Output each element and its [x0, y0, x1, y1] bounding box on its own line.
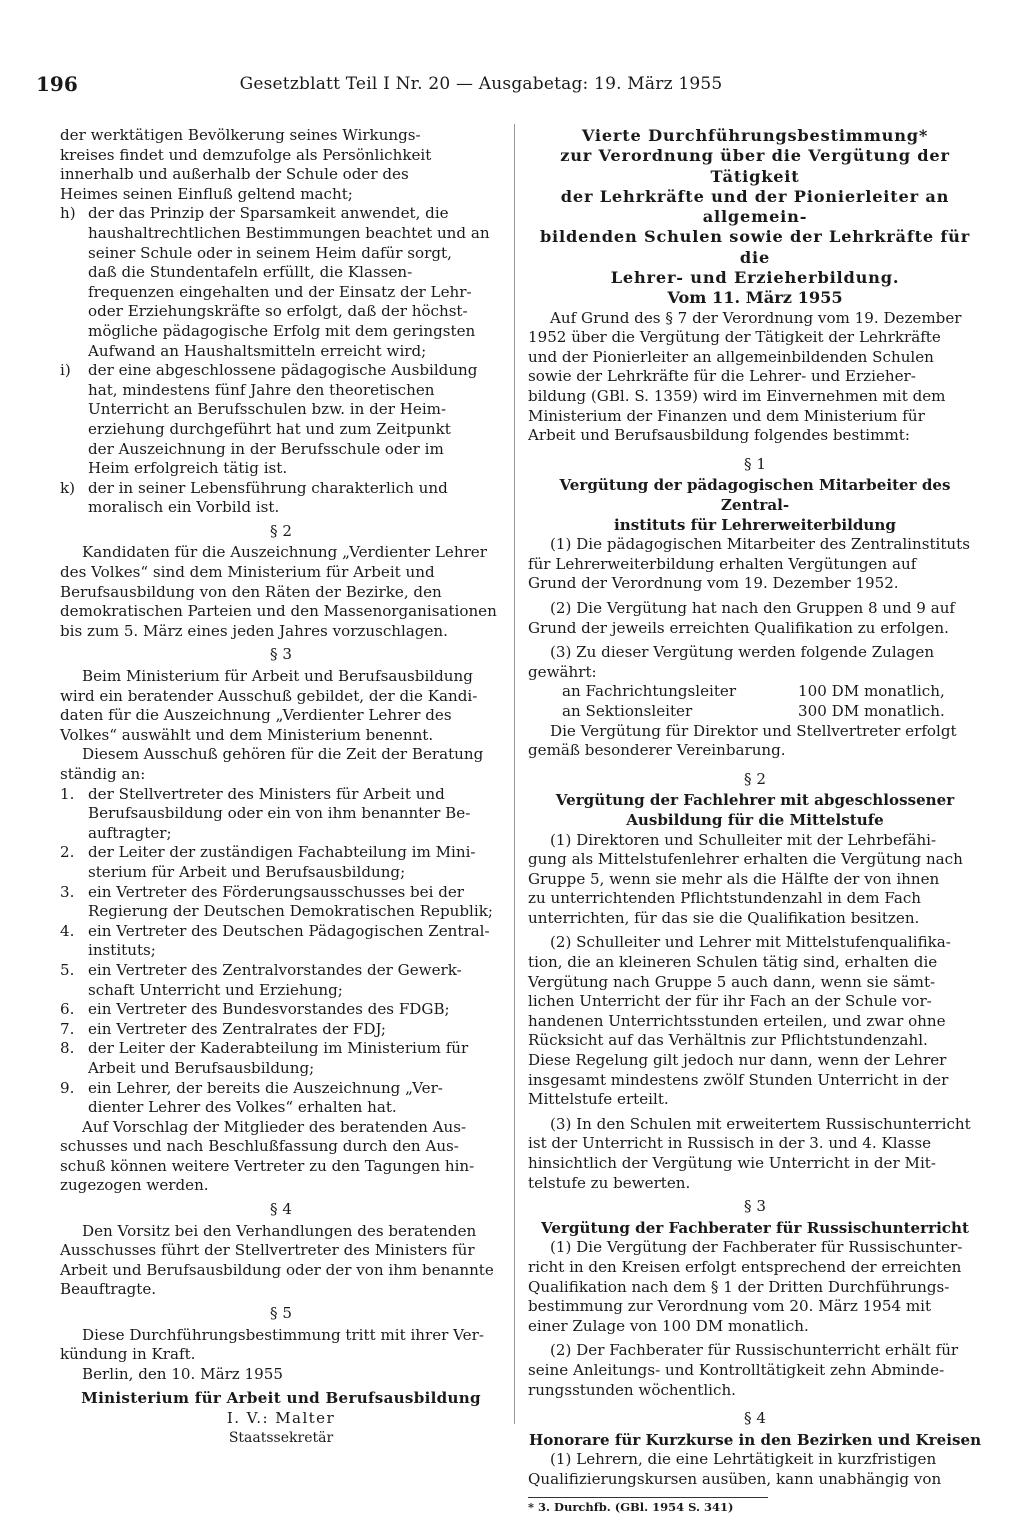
- text-line: Kandidaten für die Auszeichnung „Verdienter Lehrer: [82, 543, 487, 562]
- text-line: Arbeit und Berufsausbildung oder der von ihm benannte: [60, 1260, 494, 1279]
- allowance-row: [528, 702, 982, 722]
- member-item: [60, 1079, 502, 1118]
- r-section-2-p2: [528, 933, 982, 1109]
- text-line: Aufwand an Haushaltsmitteln erreicht wird;: [88, 341, 427, 360]
- r-section-1-p1: [528, 535, 982, 594]
- text-line: Gruppe 5, wenn sie mehr als die Hälfte der von ihnen: [528, 869, 940, 888]
- r-section-1-p2: [528, 599, 982, 638]
- text-line: Vergütung der pädagogischen Mitarbeiter des Zentral-: [559, 476, 951, 515]
- member-text: [88, 785, 502, 844]
- page-number: 196: [36, 72, 78, 96]
- text-line: ein Vertreter des Förderungsausschusses bei der: [88, 882, 465, 901]
- text-line: der Lehrkräfte und der Pionierleiter an allgemein-: [560, 186, 950, 227]
- section-4-text: [60, 1222, 502, 1300]
- text-line: dienter Lehrer des Volkes“ erhalten hat.: [88, 1098, 397, 1117]
- text-line: ein Vertreter des Bundesvorstandes des FDGB;: [88, 1000, 450, 1019]
- member-item: [60, 843, 502, 882]
- r-section-3-p1: [528, 1238, 982, 1336]
- text-line: schusses und nach Beschlußfassung durch den Aus-: [60, 1137, 459, 1156]
- text-line: bis zum 5. März eines jeden Jahres vorzuschlagen.: [60, 621, 448, 640]
- text-line: Rücksicht auf das Verhältnis zur Pflichtstundenzahl.: [528, 1031, 928, 1050]
- text-line: hat, mindestens fünf Jahre den theoretischen: [88, 380, 435, 399]
- text-line: Vergütung nach Gruppe 5 auch dann, wenn sie sämt-: [528, 972, 936, 991]
- r-section-2-p1: [528, 831, 982, 929]
- column-divider: [514, 124, 515, 1424]
- text-line: Beauftragte.: [60, 1280, 157, 1299]
- section-4-title: § 4: [270, 1200, 292, 1219]
- member-item: [60, 1020, 502, 1040]
- member-item: [60, 1039, 502, 1078]
- text-line: Arbeit und Berufsausbildung;: [88, 1058, 315, 1077]
- text-line: daß die Stundentafeln erfüllt, die Klassen-: [88, 263, 413, 282]
- allowance-row: [528, 682, 982, 702]
- member-text: [88, 1079, 502, 1118]
- text-line: (1) Die Vergütung der Fachberater für Russischunter-: [550, 1238, 963, 1257]
- r-section-3-heading: [528, 1219, 982, 1239]
- text-line: lichen Unterricht der für ihr Fach an der Schule vor-: [528, 992, 932, 1011]
- text-line: ein Vertreter des Zentralrates der FDJ;: [88, 1019, 387, 1038]
- r-section-4-p1: [528, 1450, 982, 1489]
- left-column: [60, 126, 502, 1448]
- member-number: 9.: [60, 1078, 75, 1097]
- text-line: Lehrer- und Erzieherbildung.: [610, 268, 900, 288]
- text-line: der Leiter der Kaderabteilung im Ministerium für: [88, 1039, 469, 1058]
- member-item: [60, 922, 502, 961]
- text-line: Heim erfolgreich tätig ist.: [88, 459, 288, 478]
- member-text: [88, 922, 502, 961]
- text-line: Arbeit und Berufsausbildung folgendes bestimmt:: [528, 426, 910, 445]
- member-item: [60, 785, 502, 844]
- text-line: telstufe zu bewerten.: [528, 1173, 691, 1192]
- member-number: 3.: [60, 882, 75, 901]
- list-item-i: i) der eine abgeschlossene pädagogische Ausbildung hat, mindestens fünf Jahre den theoretischen Unterricht an Berufsschulen bzw. in der Heim- erziehung durchgeführt hat und zum Zeitpunkt der Auszeichnung in der Berufsschule oder im Heim erfolgreich tätig ist.: [60, 361, 502, 479]
- text-line: Auf Vorschlag der Mitglieder des beratenden Aus-: [82, 1117, 467, 1136]
- text-line: mögliche pädagogische Erfolg mit dem geringsten: [88, 321, 476, 340]
- section-3-title: § 3: [270, 645, 292, 664]
- regulation-title: [528, 126, 982, 288]
- regulation-date: Vom 11. März 1955: [667, 288, 843, 308]
- footnote: * 3. Durchfb. (GBl. 1954 S. 341): [528, 1497, 768, 1515]
- section-5-text: [60, 1326, 502, 1365]
- text-line: bestimmung zur Verordnung vom 20. März 1954 mit: [528, 1297, 932, 1316]
- text-line: Honorare für Kurzkurse in den Bezirken und Kreisen: [528, 1430, 982, 1449]
- member-item: [60, 883, 502, 922]
- member-list: [60, 785, 502, 1118]
- section-3-members-intro: [60, 745, 502, 784]
- page-header: [36, 72, 978, 100]
- text-line: Vierte Durchführungsbestimmung*: [581, 126, 929, 145]
- text-line: Den Vorsitz bei den Verhandlungen des beratenden: [82, 1221, 477, 1240]
- text-line: gewährt:: [528, 662, 597, 681]
- section-2-title: § 2: [270, 521, 292, 540]
- text-line: ein Lehrer, der bereits die Auszeichnung „Ver-: [88, 1078, 443, 1097]
- text-line: haushaltrechtlichen Bestimmungen beachtet und an: [88, 223, 490, 242]
- member-number: 4.: [60, 921, 75, 940]
- signature-role: Staatssekretär: [228, 1429, 334, 1446]
- text-line: Heimes seinen Einfluß geltend macht;: [60, 184, 353, 203]
- member-number: 1.: [60, 784, 75, 803]
- text-line: Grund der jeweils erreichten Qualifikation zu erfolgen.: [528, 618, 949, 637]
- text-line: (1) Direktoren und Schulleiter mit der Lehrbefähi-: [550, 830, 937, 849]
- r-section-4-title: § 4: [744, 1409, 766, 1428]
- member-text: [88, 961, 502, 1000]
- text-line: demokratischen Parteien und den Massenorganisationen: [60, 602, 497, 621]
- text-line: Berufsausbildung von den Räten der Bezirke, den: [60, 582, 442, 601]
- text-line: und der Pionierleiter an allgemeinbildenden Schulen: [528, 347, 934, 366]
- text-line: Diese Durchführungsbestimmung tritt mit ihrer Ver-: [82, 1325, 484, 1344]
- member-number: 8.: [60, 1039, 75, 1058]
- r-section-1-heading: [528, 476, 982, 535]
- r-section-4-heading: [528, 1431, 982, 1451]
- section-2-text: [60, 543, 502, 641]
- text-line: zu unterrichtenden Pflichtstundenzahl in dem Fach: [528, 889, 922, 908]
- text-line: (2) Der Fachberater für Russischunterricht erhält für: [550, 1341, 959, 1360]
- text-line: bildung (GBl. S. 1359) wird im Einvernehmen mit dem: [528, 387, 946, 406]
- intro-text: [60, 126, 502, 204]
- text-line: der das Prinzip der Sparsamkeit anwendet, die: [88, 204, 449, 223]
- r-section-2-heading: [528, 791, 982, 830]
- text-line: kreises findet und demzufolge als Persönlichkeit: [60, 145, 432, 164]
- member-number: 5.: [60, 960, 75, 979]
- text-line: bildenden Schulen sowie der Lehrkräfte für die: [539, 227, 971, 267]
- text-line: erziehung durchgeführt hat und zum Zeitpunkt: [88, 419, 451, 438]
- text-line: Beim Ministerium für Arbeit und Berufsausbildung: [82, 667, 473, 686]
- r-section-2-p3: [528, 1115, 982, 1193]
- r-section-2-title: § 2: [744, 769, 766, 788]
- text-line: rungsstunden wöchentlich.: [528, 1380, 736, 1399]
- text-line: (2) Die Vergütung hat nach den Gruppen 8 und 9 auf: [550, 598, 956, 617]
- allowance-label: an Sektionsleiter: [562, 701, 693, 720]
- text-line: schaft Unterricht und Erziehung;: [88, 980, 343, 999]
- text-line: ist der Unterricht in Russisch in der 3. und 4. Klasse: [528, 1134, 932, 1153]
- section-5-title: § 5: [270, 1304, 292, 1323]
- member-text: [88, 843, 502, 882]
- text-line: der eine abgeschlossene pädagogische Ausbildung: [88, 361, 478, 380]
- section-3-text: [60, 667, 502, 745]
- text-line: ein Vertreter des Zentralvorstandes der Gewerk-: [88, 960, 462, 979]
- text-line: (3) In den Schulen mit erweitertem Russischunterricht: [550, 1114, 971, 1133]
- signature-name: I. V.: Malter: [226, 1409, 336, 1427]
- list-item-h: h) der das Prinzip der Sparsamkeit anwendet, die haushaltrechtlichen Bestimmungen beachtet und an seiner Schule oder in seinem Heim dafür sorgt, daß die Stundentafeln erfüllt, die Klassen- frequenzen eingehalten und der Einsatz der Lehr- oder Erziehungskräfte so erfolgt, daß der höchst- mögliche pädagogische Erfolg mit dem geringsten Aufwand an Haushaltsmitteln erreicht wird;: [60, 204, 502, 361]
- member-number: 2.: [60, 843, 75, 862]
- text-line: Vergütung der Fachlehrer mit abgeschlossener: [555, 791, 955, 810]
- text-line: insgesamt mindestens zwölf Stunden Unterricht in der: [528, 1070, 949, 1089]
- text-line: instituts für Lehrerweiterbildung: [614, 515, 896, 534]
- text-line: Berufsausbildung oder ein von ihm benannter Be-: [88, 804, 471, 823]
- r-section-1-p4: [528, 722, 982, 761]
- section-3-text-2: [60, 1118, 502, 1196]
- text-line: kündung in Kraft.: [60, 1345, 196, 1364]
- text-line: schuß können weitere Vertreter zu den Tagungen hin-: [60, 1156, 475, 1175]
- text-line: (1) Die pädagogischen Mitarbeiter des Zentralinstituts: [550, 535, 970, 554]
- list-item-k: k) der in seiner Lebensführung charakterlich und moralisch ein Vorbild ist.: [60, 479, 502, 518]
- text-line: ständig an:: [60, 765, 146, 783]
- text-line: 1952 über die Vergütung der Tätigkeit der Lehrkräfte: [528, 328, 941, 347]
- text-line: Unterricht an Berufsschulen bzw. in der Heim-: [88, 400, 447, 419]
- text-line: daten für die Auszeichnung „Verdienter Lehrer des: [60, 706, 452, 725]
- text-line: auftragter;: [88, 823, 172, 842]
- text-line: seiner Schule oder in seinem Heim dafür sorgt,: [88, 243, 452, 262]
- text-line: der Auszeichnung in der Berufsschule oder im: [88, 439, 444, 458]
- preamble: [528, 309, 982, 446]
- member-item: [60, 1000, 502, 1020]
- text-line: Qualifizierungskursen ausüben, kann unabhängig von: [528, 1469, 942, 1488]
- text-line: für Lehrerweiterbildung erhalten Vergütungen auf: [528, 554, 917, 573]
- gazette-title: Gesetzblatt Teil I Nr. 20 — Ausgabetag: 19. März 1955: [239, 74, 723, 94]
- text-line: hinsichtlich der Vergütung wie Unterricht in der Mit-: [528, 1154, 936, 1173]
- text-line: handenen Unterrichtsstunden erteilen, und zwar ohne: [528, 1011, 946, 1030]
- allowance-amount: 300 DM monatlich.: [798, 701, 945, 720]
- text-line: zugezogen werden.: [60, 1176, 209, 1195]
- text-line: der in seiner Lebensführung charakterlich und: [88, 478, 448, 497]
- text-line: oder Erziehungskräfte so erfolgt, daß der höchst-: [88, 302, 468, 321]
- text-line: Auf Grund des § 7 der Verordnung vom 19. Dezember: [550, 308, 962, 327]
- member-item: [60, 961, 502, 1000]
- text-line: Mittelstufe erteilt.: [528, 1090, 669, 1109]
- text-line: Regierung der Deutschen Demokratischen Republik;: [88, 902, 493, 921]
- text-line: Ministerium der Finanzen und dem Ministerium für: [528, 406, 925, 425]
- member-text: [88, 1000, 502, 1020]
- signature-ministry: Ministerium für Arbeit und Berufsausbildung: [81, 1389, 481, 1408]
- text-line: sowie der Lehrkräfte für die Lehrer- und Erzieher-: [528, 367, 916, 386]
- member-number: 7.: [60, 1019, 75, 1038]
- text-line: seine Anleitungs- und Kontrolltätigkeit zehn Abminde-: [528, 1360, 945, 1379]
- allowance-table: [528, 682, 982, 721]
- text-line: ein Vertreter des Deutschen Pädagogischen Zentral-: [88, 921, 490, 940]
- text-line: der Leiter der zuständigen Fachabteilung im Mini-: [88, 843, 476, 862]
- text-line: innerhalb und außerhalb der Schule oder des: [60, 165, 409, 184]
- text-line: (1) Lehrern, die eine Lehrtätigkeit in kurzfristigen: [550, 1450, 937, 1469]
- text-line: der werktätigen Bevölkerung seines Wirkungs-: [60, 126, 421, 144]
- text-line: zur Verordnung über die Vergütung der Tätigkeit: [560, 146, 950, 186]
- text-line: (2) Schulleiter und Lehrer mit Mittelstufenqualifika-: [550, 933, 951, 952]
- text-line: frequenzen eingehalten und der Einsatz der Lehr-: [88, 282, 472, 301]
- text-line: gung als Mittelstufenlehrer erhalten die Vergütung nach: [528, 850, 963, 869]
- text-line: Ausschusses führt der Stellvertreter des Ministers für: [60, 1241, 475, 1260]
- text-line: Qualifikation nach dem § 1 der Dritten Durchführungs-: [528, 1277, 950, 1296]
- member-text: [88, 1039, 502, 1078]
- text-line: Vergütung der Fachberater für Russischunterricht: [541, 1218, 969, 1237]
- right-column: [528, 126, 982, 1515]
- r-section-1-title: § 1: [744, 454, 766, 473]
- member-text: [88, 883, 502, 922]
- text-line: Diese Regelung gilt jedoch nur dann, wenn der Lehrer: [528, 1051, 947, 1070]
- text-line: gemäß besonderer Vereinbarung.: [528, 741, 786, 760]
- allowance-label: an Fachrichtungsleiter: [562, 682, 737, 701]
- text-line: instituts;: [88, 941, 156, 960]
- r-section-3-p2: [528, 1341, 982, 1400]
- r-section-3-title: § 3: [744, 1197, 766, 1216]
- allowance-amount: 100 DM monatlich,: [798, 682, 945, 701]
- text-line: einer Zulage von 100 DM monatlich.: [528, 1316, 809, 1335]
- text-line: tion, die an kleineren Schulen tätig sind, erhalten die: [528, 953, 938, 972]
- text-line: (3) Zu dieser Vergütung werden folgende Zulagen: [550, 643, 935, 662]
- text-line: des Volkes“ sind dem Ministerium für Arbeit und: [60, 563, 435, 582]
- text-line: der Stellvertreter des Ministers für Arbeit und: [88, 784, 445, 803]
- text-line: richt in den Kreisen erfolgt entsprechend der erreichten: [528, 1257, 962, 1276]
- text-line: Die Vergütung für Direktor und Stellvertreter erfolgt: [550, 721, 957, 740]
- text-line: moralisch ein Vorbild ist.: [88, 498, 280, 517]
- text-line: Grund der Verordnung vom 19. Dezember 1952.: [528, 574, 899, 593]
- text-line: wird ein beratender Ausschuß gebildet, der die Kandi-: [60, 686, 478, 705]
- member-text: [88, 1020, 502, 1040]
- place-date: Berlin, den 10. März 1955: [82, 1364, 283, 1383]
- text-line: Diesem Ausschuß gehören für die Zeit der Beratung: [82, 745, 484, 764]
- r-section-1-p3: [528, 643, 982, 682]
- text-line: Volkes“ auswählt und dem Ministerium benennt.: [60, 725, 434, 744]
- member-number: 6.: [60, 1000, 75, 1019]
- text-line: sterium für Arbeit und Berufsausbildung;: [88, 862, 406, 881]
- text-line: Ausbildung für die Mittelstufe: [626, 810, 884, 829]
- text-line: unterrichten, für das sie die Qualifikation besitzen.: [528, 908, 920, 927]
